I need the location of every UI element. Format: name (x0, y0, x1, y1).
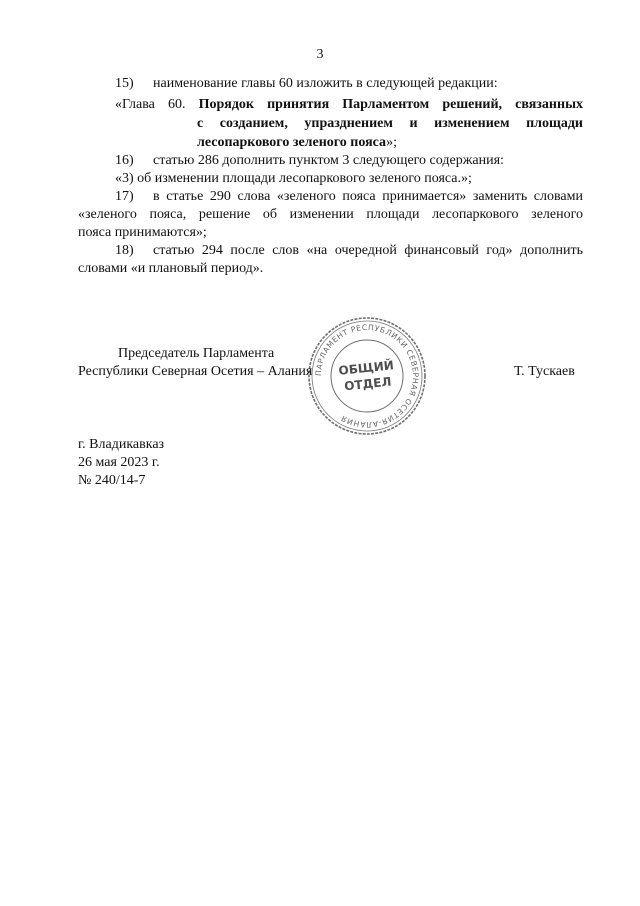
chapter-open: «Глава 60. (115, 97, 186, 112)
list-item-15 (115, 76, 498, 92)
document-number: № 240/14-7 (78, 473, 146, 488)
signatory-position-line-1: Председатель Парламента (118, 346, 275, 361)
chapter-heading-line-1 (115, 97, 583, 113)
item-number: 18) (115, 243, 134, 258)
list-item-18 (115, 243, 583, 259)
item-17-line-2: «зеленого пояса, решение об изменении площади лесопаркового зеленого (78, 207, 583, 222)
list-item-17 (115, 189, 583, 205)
issue-date: 26 мая 2023 г. (78, 455, 160, 470)
item-17-line-3: пояса принимаются»; (78, 225, 207, 240)
item-text: статью 294 после слов «на очередной финансовый год» дополнить (153, 243, 583, 258)
page-number: 3 (316, 47, 324, 62)
chapter-title-part-3: лесопаркового зеленого пояса (197, 135, 387, 150)
issue-city: г. Владикавказ (78, 437, 165, 452)
list-item-16 (115, 153, 504, 169)
chapter-title-part-2: с созданием, упразднением и изменением площади (197, 116, 583, 131)
item-18-line-2: словами «и плановый период». (78, 261, 264, 276)
stamp-seal-icon (306, 315, 428, 437)
stamp-center-line-1: ОБЩИЙ (337, 358, 395, 378)
official-stamp (306, 315, 428, 437)
stamp-ring-text: ПАРЛАМЕНТ РЕСПУБЛИКИ СЕВЕРНАЯ ОСЕТИЯ-АЛАНИЯ (313, 322, 421, 430)
item-number: 15) (115, 76, 134, 91)
chapter-heading-line-3 (197, 135, 397, 151)
item-text: в статье 290 слова «зеленого пояса принимается» заменить словами (153, 189, 583, 204)
signatory-name: Т. Тускаев (514, 364, 575, 379)
item-number: 16) (115, 153, 134, 168)
item-number: 17) (115, 189, 134, 204)
stamp-center-line-2: ОТДЕЛ (343, 374, 393, 394)
svg-text:ПАРЛАМЕНТ РЕСПУБЛИКИ СЕВЕРНАЯ (314, 323, 420, 429)
item-text: статью 286 дополнить пунктом 3 следующего содержания: (153, 153, 504, 168)
chapter-close: »; (386, 135, 397, 150)
chapter-title-part-1: Порядок принятия Парламентом решений, связанных (198, 97, 584, 112)
signatory-position-line-2: Республики Северная Осетия – Алания (78, 364, 313, 379)
item-16-quote: «3) об изменении площади лесопаркового зеленого пояса.»; (115, 171, 472, 186)
item-text: наименование главы 60 изложить в следующей редакции: (153, 76, 498, 91)
